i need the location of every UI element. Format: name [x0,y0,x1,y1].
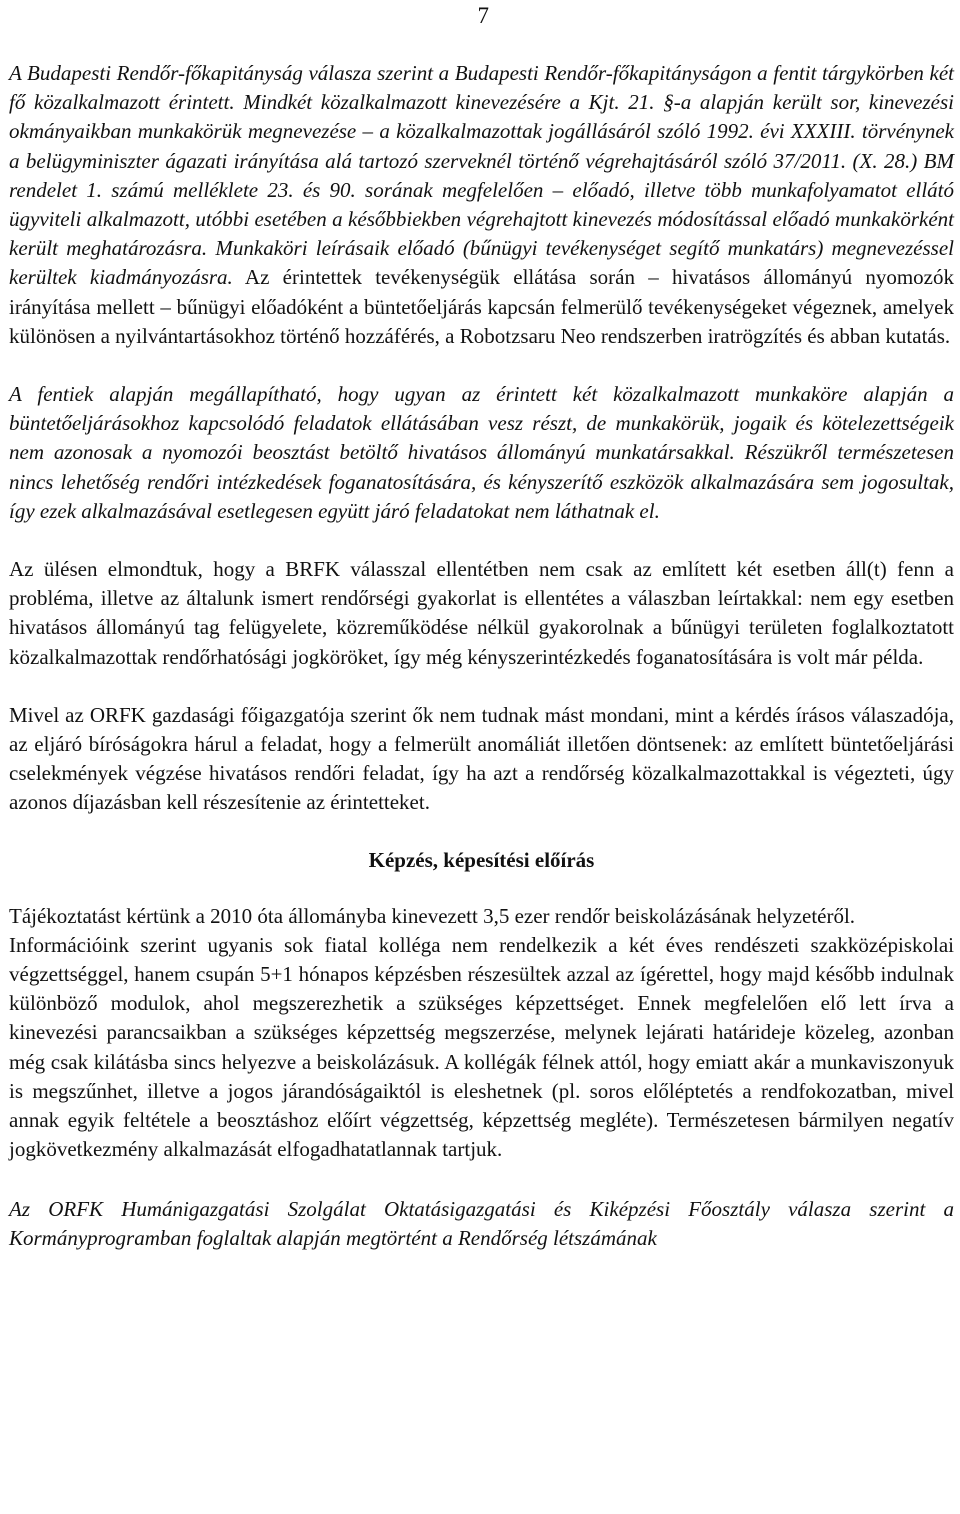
document-body [9,59,954,1253]
paragraph-orfk-director: Mivel az ORFK gazdasági főigazgatója szerint ők nem tudnak mást mondani, mint a kérdés írásos válaszadója, az eljáró bíróságokra hárul a feladat, hogy a felmerült anomáliát illetően döntsenek: az említett büntetőeljárási cselekmények végzése hivatásos rendőri feladat, így ha azt a rendőrség közalkalmazottakkal is végezteti, úgy azonos díjazásban kell részesítenie az érintetteket. [9,702,954,815]
paragraph-orfk-response: Az ORFK Humánigazgatási Szolgálat Oktatásigazgatási és Kiképzési Főosztály válasza szerint a Kormányprogramban foglaltak alapján megtörtént a Rendőrség létszámának [9,1196,954,1250]
paragraph-brfk-response-normal: Az érintettek tevékenységük ellátása során – hivatásos állományú nyomozók irányítása mellett – bűnügyi előadóként a büntetőeljárás kapcsán felmerülő tevékenységeket végeznek, amelyek különösen a nyilvántartásokhoz történő hozzáférés, a Robotzsaru Neo rendszerben iratrögzítés és abban kutatás. [9,265,955,348]
paragraph-conclusion-italic: A fentiek alapján megállapítható, hogy ugyan az érintett két közalkalmazott munkaköre alapján a büntetőeljárásokhoz kapcsolódó feladatok ellátásában vesz részt, de munkakörük, jogaik és kötelezettségeik nem azonosak a nyomozói beosztást betöltő hivatásos állományú munkatársakkal. [9,382,954,465]
paragraph-conclusion-normal: Részükről természetesen nincs lehetőség rendőri intézkedések foganatosítására, és kényszerítő eszközök alkalmazására sem jogosultak, így ezek alkalmazásával esetlegesen együtt járó feladatokat nem láthatnak el. [9,440,954,523]
paragraph-request: Tájékoztatást kértünk a 2010 óta állományba kinevezett 3,5 ezer rendőr beiskolázásának helyzetéről. [9,903,856,928]
page-number: 7 [477,3,489,28]
section-heading: Képzés, képesítési előírás [368,847,595,872]
paragraph-brfk-response [9,59,954,351]
paragraph-meeting: Az ülésen elmondtuk, hogy a BRFK válasszal ellentétben nem csak az említett két esetben áll(t) fenn a probléma, illetve az általunk ismert rendőrségi gyakorlat is ellentétes a válaszban leírtakkal: nem egy esetben hivatásos állományú tag felügyelete, közreműködése nélkül gyakorolnak a bűnügyi területen foglalkoztatott közalkalmazottak rendőrhatósági jogköröket, így még kényszerintézkedés foganatosítására is volt már példa. [9,557,954,669]
paragraph-information: Információink szerint ugyanis sok fiatal kolléga nem rendelkezik a két éves rendészeti szakközépiskolai végzettséggel, hanem csupán 5+1 hónapos képzésben részesültek azzal az ígérettel, hogy majd később indulnak különböző modulok, ahol megszerezhetik a szükséges képzettséget. Ennek megfelelően elő lett írva a kinevezési parancsaikban a szükséges képzettség megszerzése, melynek lejárati határideje közeleg, azonban még csak kilátásba sincs helyezve a beiskolázásuk. A kollégák félnek attól, hogy emiatt akár a munkaviszonyuk is megszűnhet, illetve a jogos járandóságaiktól is eleshetnek (pl. soros előléptetés a rendfokozatban, mivel annak egyik feltétele a beosztáshoz előírt végzettség, képzettség megléte). Természetesen bármilyen negatív jogkövetkezmény alkalmazását elfogadhatatlannak tartjuk. [9,932,954,1162]
paragraph-brfk-response-italic: A Budapesti Rendőr-főkapitányság válasza szerint a Budapesti Rendőr-főkapitányságon a fentit tárgykörben két fő közalkalmazott érintett. Mindkét közalkalmazott kinevezésére a Kjt. 21. §-a alapján került sor, kinevezési okmányaikban munkakörük megnevezése – a közalkalmazottak jogállásáról szóló 1992. évi XXXIII. törvénynek a belügyminiszter ágazati irányítása alá tartozó szerveknél történő végrehajtásáról szóló 37/2011. (X. 28.) BM rendelet 1. számú melléklete 23. és 90. sorának megfelelően – előadó, illetve több munkafolyamatot ellátó ügyviteli alkalmazott, utóbbi esetében a későbbiekben végrehajtott kinevezés módosítással előadó munkakörként került meghatározásra. Munkaköri leírásaik előadó (bűnügyi tevékenységet segítő munkatárs) megnevezéssel kerültek kiadmányozásra. [9,61,954,290]
paragraph-conclusion [9,380,954,526]
